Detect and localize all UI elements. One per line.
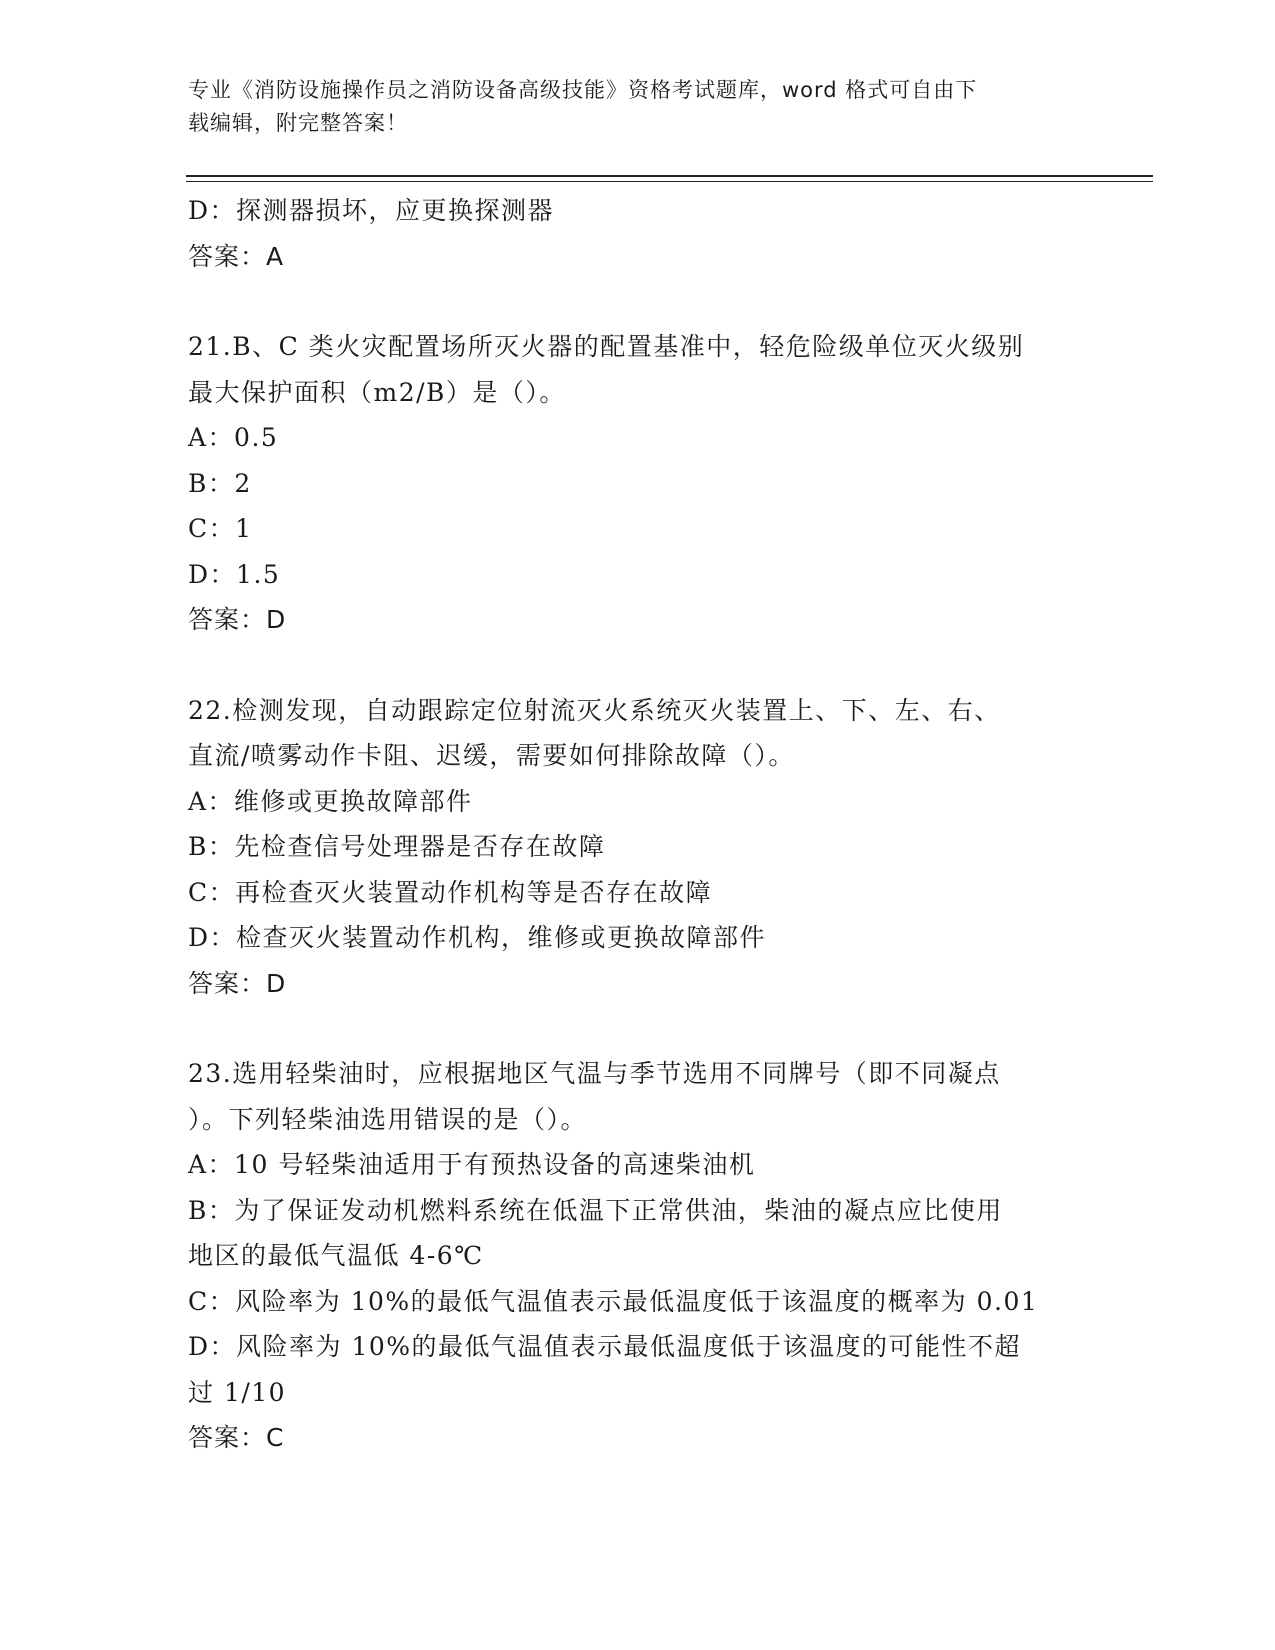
prev-option-d: D：探测器损坏，应更换探测器: [188, 196, 555, 225]
option-b-continued: 地区的最低气温低 4-6℃: [188, 1241, 484, 1270]
option-c: C：1: [188, 514, 253, 543]
answer: 答案：D: [188, 968, 287, 998]
question-stem-line: 21.B、C 类火灾配置场所灭火器的配置基准中，轻危险级单位灭火级别: [188, 332, 1025, 361]
question-list: [188, 188, 1088, 1461]
question-stem-line: 最大保护面积（m2/B）是（）。: [188, 377, 566, 407]
question-stem-line: 23.选用轻柴油时，应根据地区气温与季节选用不同牌号（即不同凝点: [188, 1059, 1001, 1088]
option-b: B：先检查信号处理器是否存在故障: [188, 832, 606, 861]
header-divider-thick: [186, 175, 1153, 177]
spacer: [188, 643, 1088, 688]
answer: 答案：D: [188, 605, 287, 634]
question-stem-line: 直流/喷雾动作卡阻、迟缓，需要如何排除故障（）。: [188, 741, 795, 770]
option-c: C：风险率为 10%的最低气温值表示最低温度低于该温度的概率为 0.01: [188, 1286, 1039, 1316]
option-a: A：维修或更换故障部件: [188, 786, 473, 816]
option-b: B：2: [188, 468, 252, 498]
option-a: A：10 号轻柴油适用于有预热设备的高速柴油机: [188, 1150, 756, 1179]
answer: 答案：C: [188, 1423, 285, 1452]
spacer: [188, 279, 1088, 324]
option-d: D：检查灭火装置动作机构，维修或更换故障部件: [188, 923, 767, 952]
prev-answer: 答案：A: [188, 241, 285, 271]
option-d-continued: 过 1/10: [188, 1377, 287, 1407]
question-stem-line: 22.检测发现，自动跟踪定位射流灭火系统灭火装置上、下、左、右、: [188, 695, 1001, 725]
question-stem-line: ）。下列轻柴油选用错误的是（）。: [188, 1104, 588, 1134]
option-b: B：为了保证发动机燃料系统在低温下正常供油，柴油的凝点应比使用: [188, 1195, 1003, 1225]
header-line-2: 载编辑，附完整答案！: [188, 111, 408, 135]
header-divider-thin: [186, 181, 1153, 182]
option-d: D：1.5: [188, 559, 281, 589]
header-line-1: 专业《消防设施操作员之消防设备高级技能》资格考试题库，word 格式可自由下: [188, 78, 978, 102]
option-a: A：0.5: [188, 423, 279, 452]
option-d: D：风险率为 10%的最低气温值表示最低温度低于该温度的可能性不超: [188, 1332, 1022, 1361]
spacer: [188, 1006, 1088, 1051]
question-23: [188, 1051, 1088, 1461]
option-c: C：再检查灭火装置动作机构等是否存在故障: [188, 877, 713, 907]
question-21: [188, 324, 1088, 643]
document-header: [188, 74, 1068, 140]
question-22: [188, 688, 1088, 1007]
